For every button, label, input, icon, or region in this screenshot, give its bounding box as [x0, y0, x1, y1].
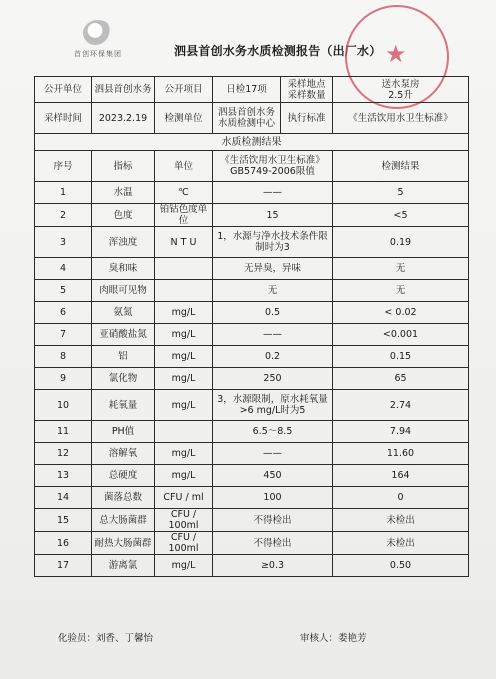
table-row	[35, 280, 469, 302]
table-row	[35, 443, 469, 465]
row-result-cell: 164	[333, 465, 469, 487]
row-unit-cell: mg/L	[155, 368, 213, 390]
standard-value: 《生活饮用水卫生标准》	[333, 103, 469, 134]
table-row	[35, 555, 469, 577]
table-row	[35, 324, 469, 346]
row-result-cell: 无	[333, 258, 469, 280]
row-result-cell: 无	[333, 280, 469, 302]
count-label: 采样数量	[287, 89, 326, 101]
row-indicator-cell: 总大肠菌群	[92, 509, 155, 532]
standard-label: 执行标准	[281, 103, 333, 134]
row-indicator-cell: 水温	[92, 182, 155, 204]
row-unit-cell: CFU / 100ml	[155, 532, 213, 555]
stamp-star-icon: ★	[385, 40, 407, 68]
col-unit-header: 单位	[155, 151, 213, 182]
unit-label: 公开单位	[35, 77, 92, 103]
count-value: 2.5升	[388, 89, 413, 101]
row-indicator-cell: 游离氯	[92, 555, 155, 577]
row-indicator-cell: 菌落总数	[92, 487, 155, 509]
row-no-cell: 7	[35, 324, 92, 346]
row-unit-cell: mg/L	[155, 465, 213, 487]
row-no-cell: 8	[35, 346, 92, 368]
row-limit-cell: 不得检出	[213, 509, 333, 532]
table-row	[35, 487, 469, 509]
row-unit-cell: mg/L	[155, 324, 213, 346]
row-result-cell: 0.50	[333, 555, 469, 577]
row-limit-cell: 100	[213, 487, 333, 509]
row-unit-cell: CFU / ml	[155, 487, 213, 509]
row-limit-cell: 3，水源限制，原水耗氧量>6 mg/L时为5	[213, 390, 333, 421]
row-no-cell: 5	[35, 280, 92, 302]
project-value: 日检17项	[213, 77, 281, 103]
table-row	[35, 532, 469, 555]
row-no-cell: 13	[35, 465, 92, 487]
row-limit-cell: ——	[213, 182, 333, 204]
location-label: 采样地点	[287, 78, 326, 90]
row-limit-cell: 1，水源与净水技术条件限制时为3	[213, 227, 333, 258]
row-result-cell: < 0.02	[333, 302, 469, 324]
row-limit-cell: 0.2	[213, 346, 333, 368]
table-row	[35, 302, 469, 324]
table-row	[35, 368, 469, 390]
row-indicator-cell: 氯化物	[92, 368, 155, 390]
table-row	[35, 182, 469, 204]
table-row	[35, 390, 469, 421]
time-label: 采样时间	[35, 103, 92, 134]
row-unit-cell: mg/L	[155, 390, 213, 421]
col-no-header: 序号	[35, 151, 92, 182]
section-title: 水质检测结果	[35, 134, 469, 151]
table-row	[35, 204, 469, 227]
table-row	[35, 509, 469, 532]
col-indicator-header: 指标	[92, 151, 155, 182]
row-unit-cell: mg/L	[155, 346, 213, 368]
row-indicator-cell: 氨氮	[92, 302, 155, 324]
row-result-cell: <0.001	[333, 324, 469, 346]
row-limit-cell: ——	[213, 324, 333, 346]
row-limit-cell: 6.5～8.5	[213, 421, 333, 443]
row-limit-cell: 无	[213, 280, 333, 302]
row-unit-cell: CFU / 100ml	[155, 509, 213, 532]
row-result-cell: 65	[333, 368, 469, 390]
row-no-cell: 6	[35, 302, 92, 324]
tester-signature: 化验员：刘香、丁馨怡	[58, 633, 154, 644]
row-no-cell: 16	[35, 532, 92, 555]
row-result-cell: 0	[333, 487, 469, 509]
row-indicator-cell: 肉眼可见物	[92, 280, 155, 302]
unit-value: 泗县首创水务	[92, 77, 155, 103]
info-row-1	[35, 77, 469, 103]
row-no-cell: 11	[35, 421, 92, 443]
table-row	[35, 258, 469, 280]
row-unit-cell	[155, 258, 213, 280]
row-no-cell: 10	[35, 390, 92, 421]
row-indicator-cell: 亚硝酸盐氮	[92, 324, 155, 346]
row-unit-cell: ℃	[155, 182, 213, 204]
row-result-cell: 2.74	[333, 390, 469, 421]
row-limit-cell: 15	[213, 204, 333, 227]
row-no-cell: 17	[35, 555, 92, 577]
row-indicator-cell: 臭和味	[92, 258, 155, 280]
row-no-cell: 2	[35, 204, 92, 227]
row-result-cell: <5	[333, 204, 469, 227]
company-logo	[68, 20, 128, 68]
row-indicator-cell: 铝	[92, 346, 155, 368]
row-no-cell: 15	[35, 509, 92, 532]
row-unit-cell	[155, 280, 213, 302]
row-limit-cell: ——	[213, 443, 333, 465]
test-unit-label: 检测单位	[155, 103, 213, 134]
row-result-cell: 5	[333, 182, 469, 204]
report-title: 泗县首创水务水质检测报告（出厂水）	[174, 44, 382, 58]
logo-text: 首创环保集团	[74, 50, 122, 58]
row-no-cell: 12	[35, 443, 92, 465]
row-unit-cell: 铂钴色度单位	[155, 204, 213, 227]
row-result-cell: 未检出	[333, 532, 469, 555]
row-no-cell: 4	[35, 258, 92, 280]
row-result-cell: 0.19	[333, 227, 469, 258]
row-indicator-cell: 总硬度	[92, 465, 155, 487]
row-indicator-cell: 耐热大肠菌群	[92, 532, 155, 555]
info-row-2	[35, 103, 469, 134]
row-limit-cell: 不得检出	[213, 532, 333, 555]
project-label: 公开项目	[155, 77, 213, 103]
table-row	[35, 465, 469, 487]
section-title-row	[35, 134, 469, 151]
row-unit-cell: mg/L	[155, 555, 213, 577]
row-limit-cell: 0.5	[213, 302, 333, 324]
row-indicator-cell: 浑浊度	[92, 227, 155, 258]
reviewer-signature: 审核人：娄艳芳	[300, 633, 367, 644]
test-unit-value: 泗县首创水务水质检测中心	[213, 103, 281, 134]
row-unit-cell: mg/L	[155, 443, 213, 465]
row-result-cell: 7.94	[333, 421, 469, 443]
location-value: 送水泵房	[381, 78, 420, 90]
row-indicator-cell: 溶解氧	[92, 443, 155, 465]
row-result-cell: 11.60	[333, 443, 469, 465]
col-result-header: 检测结果	[333, 151, 469, 182]
row-no-cell: 3	[35, 227, 92, 258]
row-limit-cell: 250	[213, 368, 333, 390]
row-limit-cell: ≥0.3	[213, 555, 333, 577]
row-indicator-cell: 耗氧量	[92, 390, 155, 421]
row-no-cell: 9	[35, 368, 92, 390]
location-count-values	[333, 77, 469, 103]
row-result-cell: 0.15	[333, 346, 469, 368]
row-no-cell: 14	[35, 487, 92, 509]
report-table	[34, 76, 469, 577]
table-row	[35, 227, 469, 258]
row-result-cell: 未检出	[333, 509, 469, 532]
table-row	[35, 421, 469, 443]
row-unit-cell: mg/L	[155, 302, 213, 324]
table-row	[35, 346, 469, 368]
location-count-labels	[281, 77, 333, 103]
row-unit-cell	[155, 421, 213, 443]
column-header-row	[35, 151, 469, 182]
row-no-cell: 1	[35, 182, 92, 204]
row-limit-cell: 450	[213, 465, 333, 487]
row-indicator-cell: 色度	[92, 204, 155, 227]
logo-mark-icon	[83, 20, 113, 46]
row-limit-cell: 无异臭，异味	[213, 258, 333, 280]
row-indicator-cell: PH值	[92, 421, 155, 443]
row-unit-cell: N T U	[155, 227, 213, 258]
col-limit-header: 《生活饮用水卫生标准》GB5749-2006限值	[213, 151, 333, 182]
time-value: 2023.2.19	[92, 103, 155, 134]
